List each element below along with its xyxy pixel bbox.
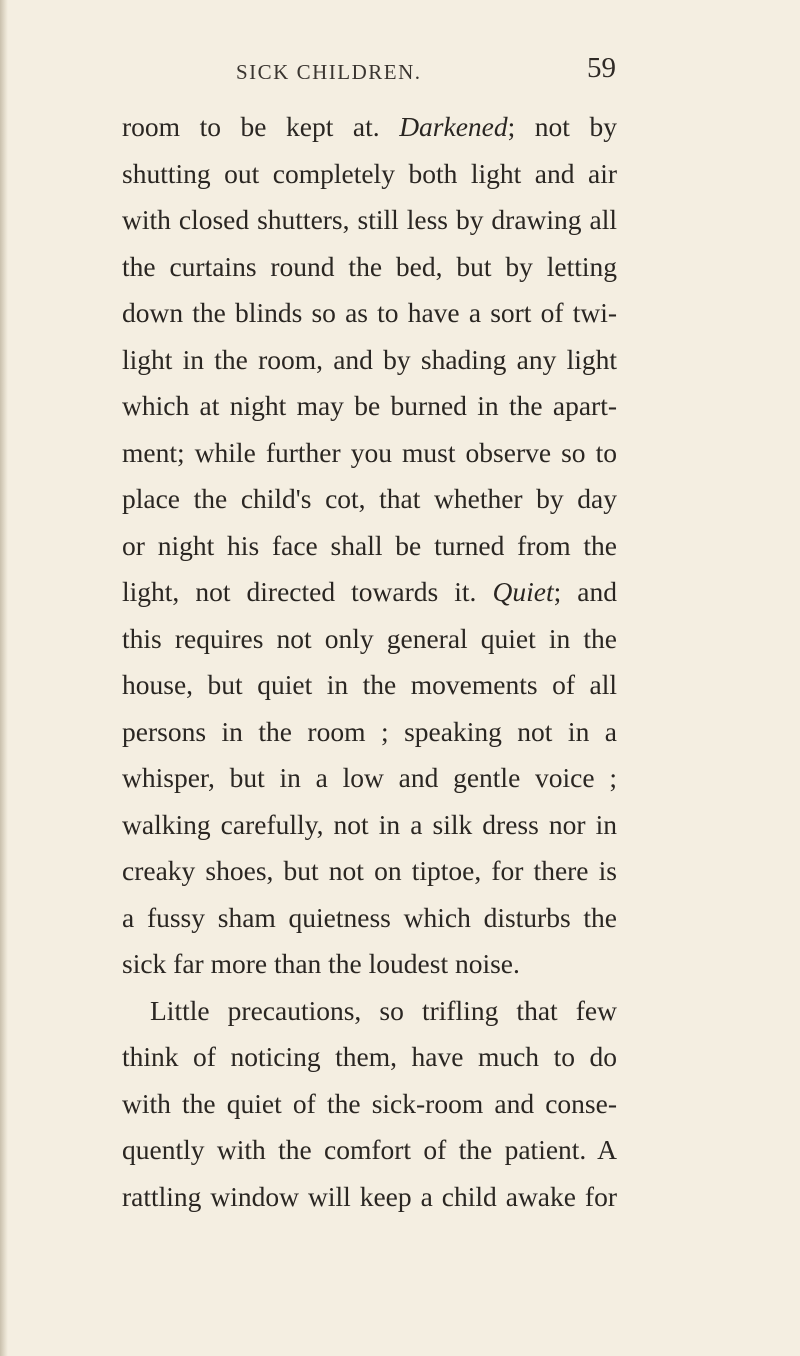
text-line: the curtains round the bed, but by letting xyxy=(122,250,617,282)
page-number: 59 xyxy=(587,52,616,84)
text-line: ment; while further you must observe so to xyxy=(122,436,617,468)
running-head: SICK CHILDREN. xyxy=(236,60,422,84)
text-line: persons in the room ; speaking not in a xyxy=(122,715,617,747)
text-line: shutting out completely both light and air xyxy=(122,157,617,189)
text-line: light in the room, and by shading any light xyxy=(122,343,617,375)
text-line: rattling window will keep a child awake for xyxy=(122,1180,617,1212)
text-line: this requires not only general quiet in the xyxy=(122,622,617,654)
text-line: place the child's cot, that whether by day xyxy=(122,483,617,514)
text-line: Little precautions, so trifling that few xyxy=(150,994,617,1026)
text-line: a fussy sham quietness which disturbs the xyxy=(122,901,617,933)
body-text xyxy=(122,104,617,1220)
page-binding-edge xyxy=(0,0,8,1356)
text-line: with the quiet of the sick-room and conse- xyxy=(122,1087,617,1119)
text-line: house, but quiet in the movements of all xyxy=(122,669,617,700)
text-line: or night his face shall be turned from the xyxy=(122,529,617,561)
italic-term: Darkened xyxy=(399,111,508,142)
page-header xyxy=(0,52,800,92)
text-line: room to be kept at. Darkened; not by xyxy=(122,111,617,142)
text-line: walking carefully, not in a silk dress nor in xyxy=(122,808,617,840)
text-line: with closed shutters, still less by drawing all xyxy=(122,204,617,235)
text-line: which at night may be burned in the apart- xyxy=(122,390,617,421)
text-line: down the blinds so as to have a sort of twi- xyxy=(122,297,617,328)
text-line: light, not directed towards it. Quiet; and xyxy=(122,576,617,607)
text-line: whisper, but in a low and gentle voice ; xyxy=(122,762,617,793)
italic-term: Quiet xyxy=(492,576,554,607)
text-line: think of noticing them, have much to do xyxy=(122,1041,617,1072)
text-line: quently with the comfort of the patient. A xyxy=(122,1134,617,1165)
text-line: sick far more than the loudest noise. xyxy=(122,948,520,979)
text-line: creaky shoes, but not on tiptoe, for there is xyxy=(122,855,617,886)
